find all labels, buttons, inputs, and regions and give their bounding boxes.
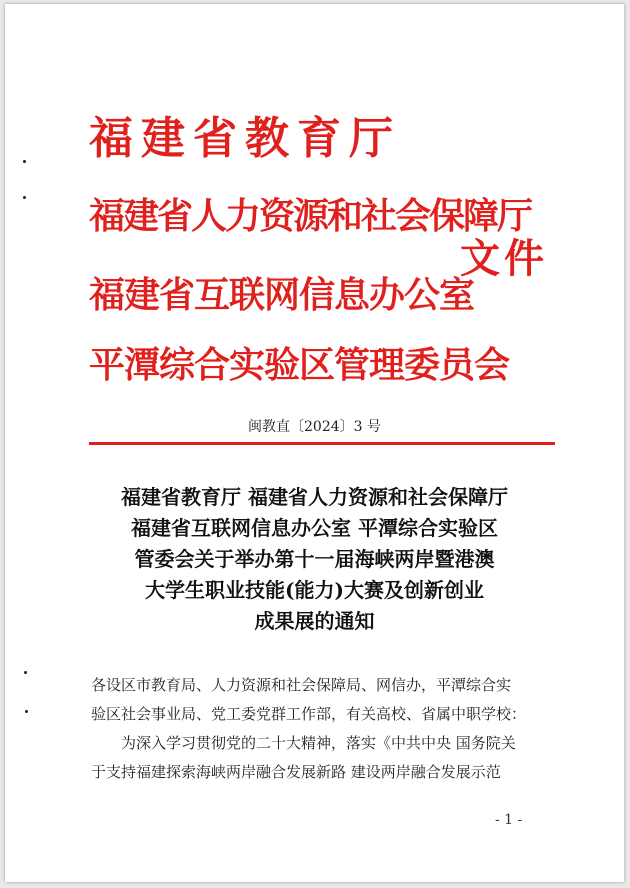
title-line: 福建省互联网信息办公室 平潭综合实验区	[131, 516, 498, 540]
document-page	[5, 4, 624, 882]
document-body	[91, 671, 561, 787]
title-line: 大学生职业技能(能力)大赛及创新创业	[145, 578, 484, 602]
document-title	[5, 482, 624, 637]
body-paragraph-line: 于支持福建探索海峡两岸融合发展新路 建设两岸融合发展示范	[91, 763, 501, 781]
binding-hole-mark	[23, 196, 26, 199]
red-divider-line	[89, 442, 555, 445]
title-line: 福建省教育厅 福建省人力资源和社会保障厅	[121, 485, 508, 509]
issuer-human-resources-department: 福建省人力资源和社会保障厅	[89, 195, 532, 237]
addressee-line: 各设区市教育局、人力资源和社会保障局、网信办，平潭综合实	[91, 676, 512, 694]
document-type-label: 文件	[460, 235, 548, 282]
issuer-pingtan-management-committee: 平潭综合实验区管理委员会	[89, 344, 510, 386]
binding-hole-mark	[24, 671, 27, 674]
title-line: 管委会关于举办第十一届海峡两岸暨港澳	[134, 547, 495, 571]
binding-hole-mark	[25, 710, 28, 713]
binding-hole-mark	[23, 160, 26, 163]
issuer-internet-information-office: 福建省互联网信息办公室	[89, 274, 475, 316]
document-number: 闽教直〔2024〕3 号	[248, 419, 381, 435]
addressee-line: 验区社会事业局、党工委党群工作部，有关高校、省属中职学校：	[91, 705, 527, 723]
page-number: - 1 -	[495, 812, 523, 828]
title-line: 成果展的通知	[254, 609, 375, 633]
body-paragraph-line: 为深入学习贯彻党的二十大精神，落实《中共中央 国务院关	[121, 734, 516, 752]
issuer-education-department: 福建省教育厅	[89, 113, 401, 164]
